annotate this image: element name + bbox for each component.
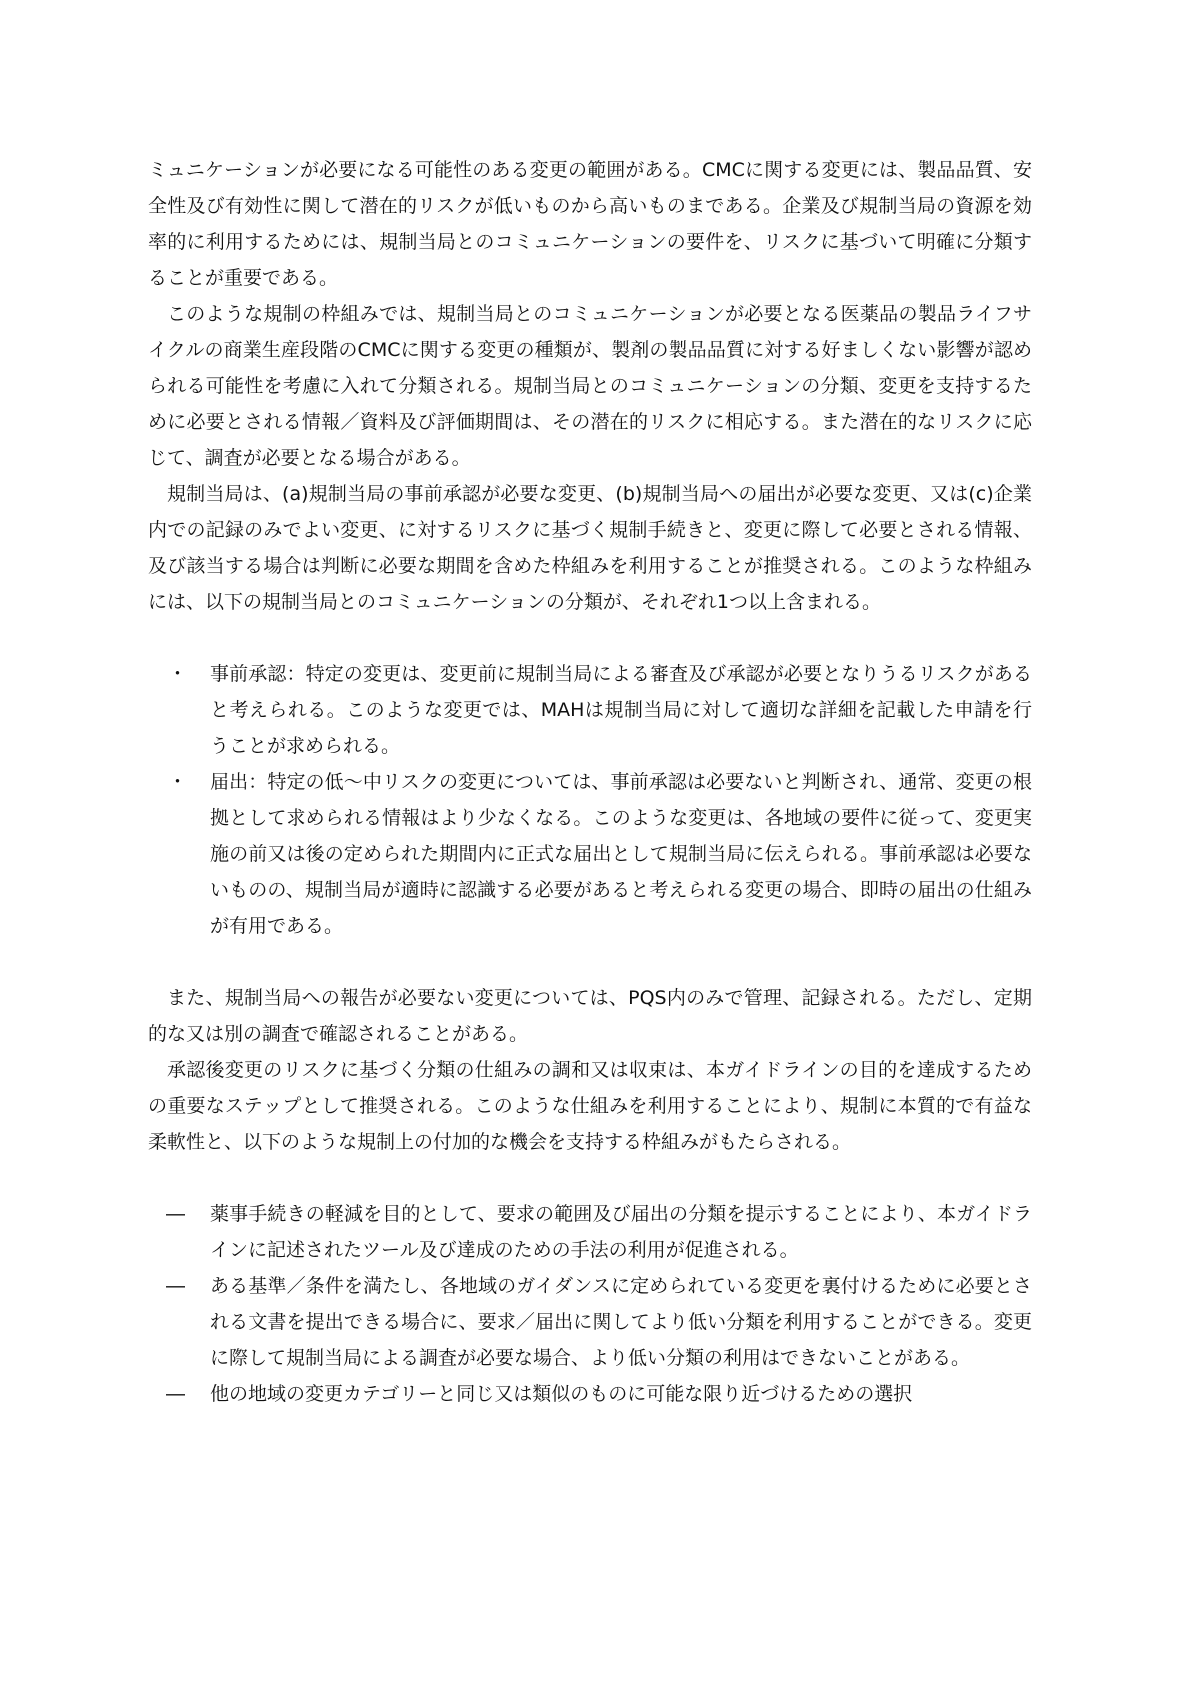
bullet-marker: ・ (168, 771, 188, 793)
paragraph-regulatory-authority: 規制当局は、(a)規制当局の事前承認が必要な変更、(b)規制当局への届出が必要な変更、又は(c)企業内での記録のみでよい変更、に対するリスクに基づく規制手続きと、変更に際して必要とされる情報、及び該当する場合は判断に必要な期間を含めた枠組みを利用することが推奨される。このような枠組みには、以下の規制当局とのコミュニケーションの分類が、それぞれ1つ以上含まれる。 (148, 483, 1032, 613)
paragraph-no-report: また、規制当局への報告が必要ない変更については、PQS内のみで管理、記録される。ただし、定期的な又は別の調査で確認されることがある。 (148, 987, 1032, 1045)
paragraph-continuation: ミュニケーションが必要になる可能性のある変更の範囲がある。CMCに関する変更には、製品品質、安全性及び有効性に関して潜在的リスクが低いものから高いものまである。企業及び規制当局の資源を効率的に利用するためには、規制当局とのコミュニケーションの要件を、リスクに基づいて明確に分類することが重要である。 (148, 159, 1032, 289)
list-item-text: 事前承認：特定の変更は、変更前に規制当局による審査及び承認が必要となりうるリスクがあると考えられる。このような変更では、MAHは規制当局に対して適切な詳細を記載した申請を行うことが求められる。 (210, 663, 1032, 757)
list-item (148, 1268, 1032, 1376)
spacer (148, 1160, 1032, 1196)
list-item-text: 届出：特定の低～中リスクの変更については、事前承認は必要ないと判断され、通常、変更の根拠として求められる情報はより少なくなる。このような変更は、各地域の要件に従って、変更実施の前又は後の定められた期間内に正式な届出として規制当局に伝えられる。事前承認は必要ないものの、規制当局が適時に認識する必要があると考えられる変更の場合、即時の届出の仕組みが有用である。 (210, 771, 1032, 937)
paragraph-harmonization: 承認後変更のリスクに基づく分類の仕組みの調和又は収束は、本ガイドラインの目的を達成するための重要なステップとして推奨される。このような仕組みを利用することにより、規制に本質的で有益な柔軟性と、以下のような規制上の付加的な機会を支持する枠組みがもたらされる。 (148, 1059, 1032, 1153)
list-item (148, 1376, 1032, 1412)
list-item (148, 656, 1032, 764)
dash-marker: ― (166, 1275, 185, 1297)
document-body (148, 152, 1032, 1412)
list-item (148, 764, 1032, 944)
bullet-list (148, 656, 1032, 944)
spacer (148, 944, 1032, 980)
list-item (148, 1196, 1032, 1268)
dash-list (148, 1196, 1032, 1412)
dash-marker: ― (166, 1383, 185, 1405)
dash-marker: ― (166, 1203, 185, 1225)
list-item-text: 他の地域の変更カテゴリーと同じ又は類似のものに可能な限り近づけるための選択 (210, 1383, 913, 1405)
list-item-text: ある基準／条件を満たし、各地域のガイダンスに定められている変更を裏付けるために必要とされる文書を提出できる場合に、要求／届出に関してより低い分類を利用することができる。変更に際して規制当局による調査が必要な場合、より低い分類の利用はできないことがある。 (210, 1275, 1032, 1369)
bullet-marker: ・ (168, 663, 188, 685)
spacer (148, 620, 1032, 656)
paragraph-framework: このような規制の枠組みでは、規制当局とのコミュニケーションが必要となる医薬品の製品ライフサイクルの商業生産段階のCMCに関する変更の種類が、製剤の製品品質に対する好ましくない影響が認められる可能性を考慮に入れて分類される。規制当局とのコミュニケーションの分類、変更を支持するために必要とされる情報／資料及び評価期間は、その潜在的リスクに相応する。また潜在的なリスクに応じて、調査が必要となる場合がある。 (148, 303, 1032, 469)
list-item-text: 薬事手続きの軽減を目的として、要求の範囲及び届出の分類を提示することにより、本ガイドラインに記述されたツール及び達成のための手法の利用が促進される。 (210, 1203, 1032, 1261)
